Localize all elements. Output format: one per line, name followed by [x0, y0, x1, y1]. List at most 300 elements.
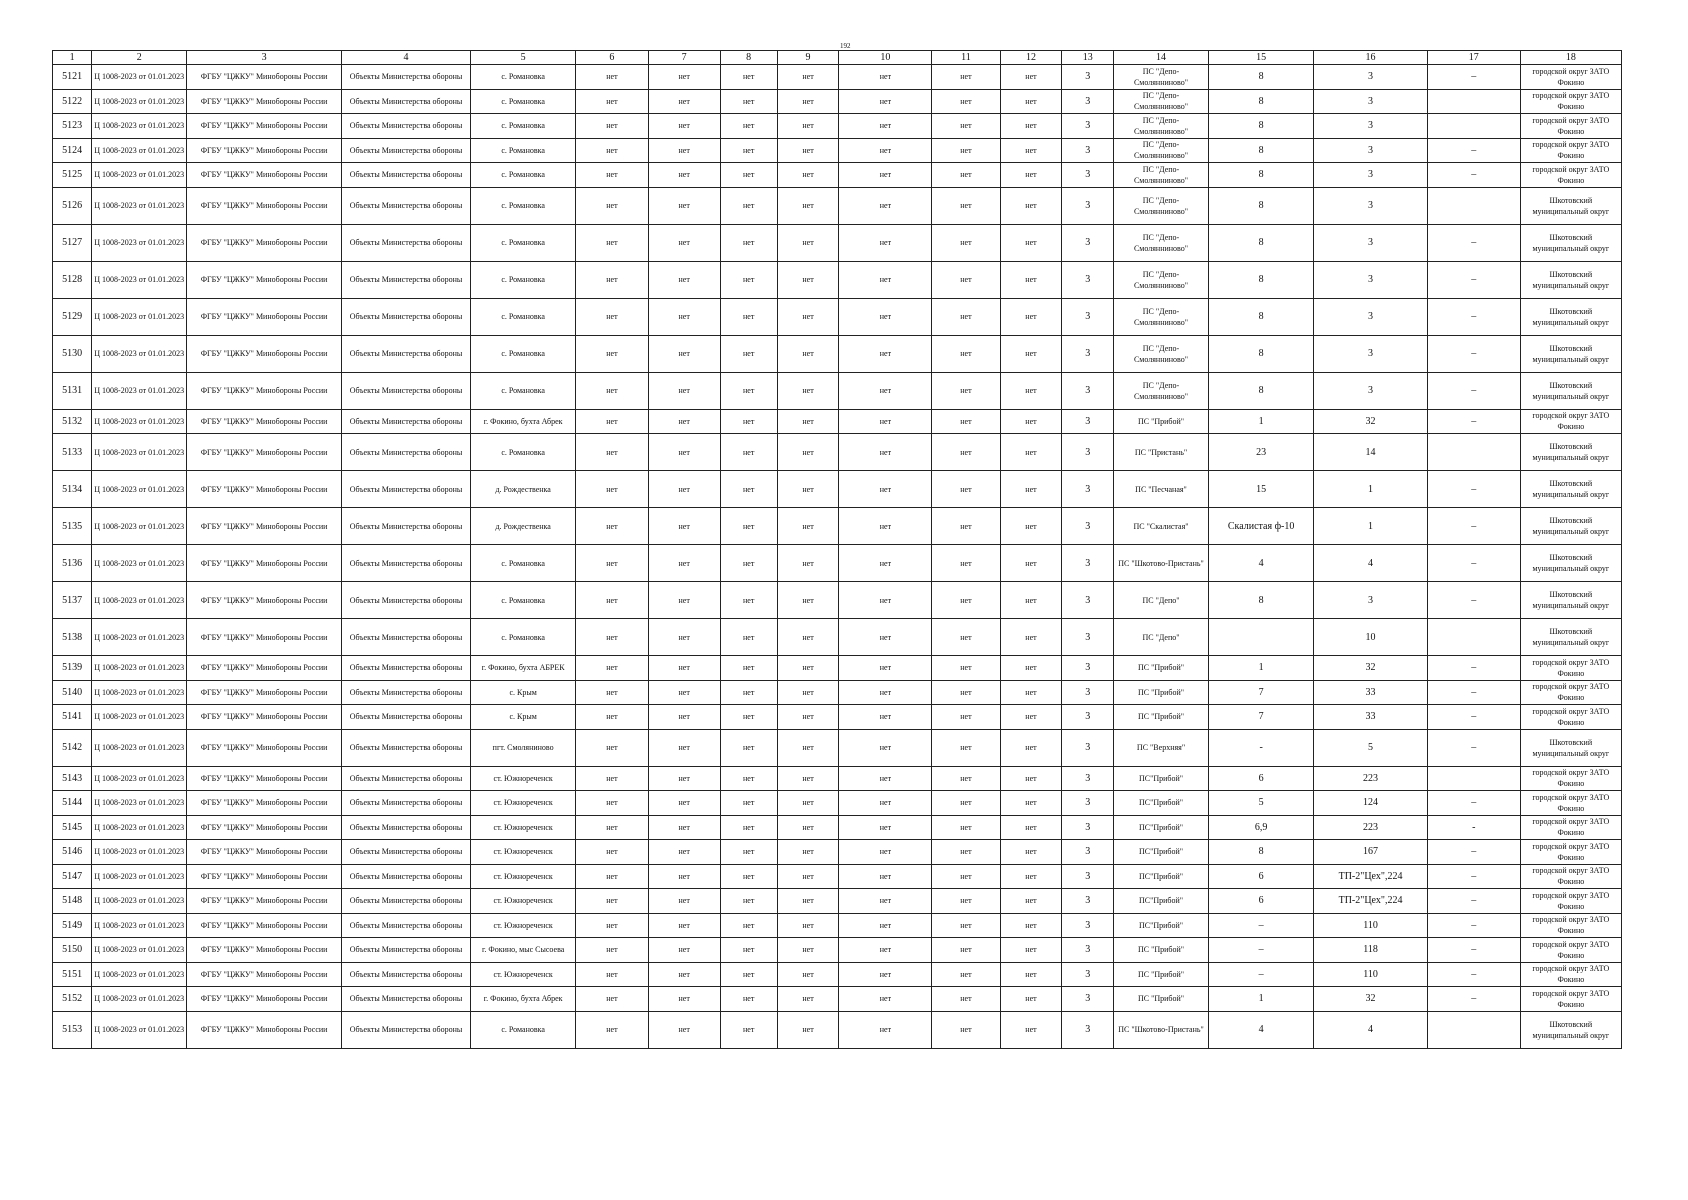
voltage-class-cell: 3	[1062, 372, 1114, 409]
object-cell: Объекты Министерства обороны	[342, 913, 471, 938]
district-cell: городской округ ЗАТО Фокино	[1520, 656, 1621, 681]
row-number-cell: 5121	[53, 65, 92, 90]
document-cell: Ц 1008-2023 от 01.01.2023	[92, 163, 187, 188]
tp-cell: 3	[1314, 582, 1428, 619]
substation-cell: ПС "Прибой"	[1114, 409, 1209, 434]
row-number-cell: 5124	[53, 138, 92, 163]
object-cell: Объекты Министерства обороны	[342, 187, 471, 224]
substation-cell: ПС "Прибой"	[1114, 938, 1209, 963]
col10-cell: нет	[839, 962, 932, 987]
col9-cell: нет	[777, 889, 839, 914]
col8-cell: нет	[720, 1011, 777, 1048]
column-header: 9	[777, 51, 839, 65]
feeder-cell: –	[1208, 913, 1313, 938]
district-cell: городской округ ЗАТО Фокино	[1520, 89, 1621, 114]
object-cell: Объекты Министерства обороны	[342, 261, 471, 298]
settlement-cell: д. Рождественка	[471, 471, 576, 508]
col8-cell: нет	[720, 434, 777, 471]
col7-cell: нет	[648, 766, 720, 791]
col9-cell: нет	[777, 840, 839, 865]
col11-cell: нет	[932, 791, 1000, 816]
row-number-cell: 5140	[53, 680, 92, 705]
col8-cell: нет	[720, 840, 777, 865]
col7-cell: нет	[648, 409, 720, 434]
col12-cell: нет	[1000, 840, 1062, 865]
col9-cell: нет	[777, 65, 839, 90]
district-cell: городской округ ЗАТО Фокино	[1520, 138, 1621, 163]
table-row	[53, 114, 1622, 139]
substation-cell: ПС "Верхняя"	[1114, 729, 1209, 766]
table-row	[53, 89, 1622, 114]
tp-cell: 3	[1314, 372, 1428, 409]
col9-cell: нет	[777, 114, 839, 139]
col6-cell: нет	[576, 261, 648, 298]
col7-cell: нет	[648, 962, 720, 987]
col10-cell: нет	[839, 298, 932, 335]
col8-cell: нет	[720, 680, 777, 705]
object-cell: Объекты Министерства обороны	[342, 705, 471, 730]
object-cell: Объекты Министерства обороны	[342, 815, 471, 840]
row-number-cell: 5132	[53, 409, 92, 434]
feeder-cell: 8	[1208, 840, 1313, 865]
col7-cell: нет	[648, 508, 720, 545]
substation-cell: ПС "Депо-Смолянниново"	[1114, 187, 1209, 224]
substation-cell: ПС "Депо"	[1114, 582, 1209, 619]
col7-cell: нет	[648, 335, 720, 372]
col9-cell: нет	[777, 434, 839, 471]
col7-cell: нет	[648, 114, 720, 139]
col9-cell: нет	[777, 372, 839, 409]
tp-cell: 223	[1314, 815, 1428, 840]
object-cell: Объекты Министерства обороны	[342, 508, 471, 545]
row-number-cell: 5122	[53, 89, 92, 114]
document-cell: Ц 1008-2023 от 01.01.2023	[92, 187, 187, 224]
owner-cell: ФГБУ "ЦЖКУ" Минобороны России	[187, 938, 342, 963]
feeder-cell: -	[1208, 729, 1313, 766]
owner-cell: ФГБУ "ЦЖКУ" Минобороны России	[187, 680, 342, 705]
col10-cell: нет	[839, 409, 932, 434]
voltage-class-cell: 3	[1062, 545, 1114, 582]
col10-cell: нет	[839, 471, 932, 508]
table-row	[53, 729, 1622, 766]
document-cell: Ц 1008-2023 от 01.01.2023	[92, 864, 187, 889]
settlement-cell: ст. Южнореченск	[471, 962, 576, 987]
col12-cell: нет	[1000, 729, 1062, 766]
col12-cell: нет	[1000, 298, 1062, 335]
voltage-class-cell: 3	[1062, 962, 1114, 987]
owner-cell: ФГБУ "ЦЖКУ" Минобороны России	[187, 471, 342, 508]
col6-cell: нет	[576, 864, 648, 889]
substation-cell: ПС"Прибой"	[1114, 840, 1209, 865]
col11-cell: нет	[932, 224, 1000, 261]
col7-cell: нет	[648, 815, 720, 840]
tp-cell: 5	[1314, 729, 1428, 766]
settlement-cell: с. Романовка	[471, 114, 576, 139]
col10-cell: нет	[839, 187, 932, 224]
col10-cell: нет	[839, 987, 932, 1012]
col9-cell: нет	[777, 815, 839, 840]
col17-cell	[1427, 434, 1520, 471]
tp-cell: 118	[1314, 938, 1428, 963]
col17-cell: –	[1427, 791, 1520, 816]
col17-cell: –	[1427, 864, 1520, 889]
tp-cell: 32	[1314, 987, 1428, 1012]
voltage-class-cell: 3	[1062, 163, 1114, 188]
settlement-cell: с. Романовка	[471, 582, 576, 619]
col8-cell: нет	[720, 815, 777, 840]
col17-cell: –	[1427, 889, 1520, 914]
object-cell: Объекты Министерства обороны	[342, 298, 471, 335]
feeder-cell: 8	[1208, 261, 1313, 298]
col6-cell: нет	[576, 962, 648, 987]
voltage-class-cell: 3	[1062, 619, 1114, 656]
column-header: 10	[839, 51, 932, 65]
owner-cell: ФГБУ "ЦЖКУ" Минобороны России	[187, 114, 342, 139]
col9-cell: нет	[777, 335, 839, 372]
col10-cell: нет	[839, 372, 932, 409]
table-header	[53, 51, 1622, 65]
col8-cell: нет	[720, 409, 777, 434]
col6-cell: нет	[576, 114, 648, 139]
settlement-cell: с. Романовка	[471, 1011, 576, 1048]
owner-cell: ФГБУ "ЦЖКУ" Минобороны России	[187, 89, 342, 114]
column-header: 13	[1062, 51, 1114, 65]
settlement-cell: пгт. Смоляниново	[471, 729, 576, 766]
col10-cell: нет	[839, 656, 932, 681]
district-cell: Шкотовский муниципальный округ	[1520, 187, 1621, 224]
owner-cell: ФГБУ "ЦЖКУ" Минобороны России	[187, 1011, 342, 1048]
col12-cell: нет	[1000, 508, 1062, 545]
settlement-cell: г. Фокино, бухта Абрек	[471, 409, 576, 434]
col6-cell: нет	[576, 1011, 648, 1048]
col10-cell: нет	[839, 729, 932, 766]
col11-cell: нет	[932, 434, 1000, 471]
owner-cell: ФГБУ "ЦЖКУ" Минобороны России	[187, 163, 342, 188]
tp-cell: 3	[1314, 224, 1428, 261]
owner-cell: ФГБУ "ЦЖКУ" Минобороны России	[187, 187, 342, 224]
col11-cell: нет	[932, 409, 1000, 434]
substation-cell: ПС "Песчаная"	[1114, 471, 1209, 508]
col11-cell: нет	[932, 656, 1000, 681]
tp-cell: 1	[1314, 471, 1428, 508]
voltage-class-cell: 3	[1062, 656, 1114, 681]
document-cell: Ц 1008-2023 от 01.01.2023	[92, 791, 187, 816]
substation-cell: ПС "Депо"	[1114, 619, 1209, 656]
col12-cell: нет	[1000, 261, 1062, 298]
table-row	[53, 335, 1622, 372]
col11-cell: нет	[932, 889, 1000, 914]
col10-cell: нет	[839, 261, 932, 298]
col6-cell: нет	[576, 705, 648, 730]
substation-cell: ПС "Депо-Смолянниново"	[1114, 372, 1209, 409]
feeder-cell: 5	[1208, 791, 1313, 816]
table-row	[53, 766, 1622, 791]
col6-cell: нет	[576, 434, 648, 471]
table-row	[53, 791, 1622, 816]
row-number-cell: 5149	[53, 913, 92, 938]
col8-cell: нет	[720, 938, 777, 963]
district-cell: городской округ ЗАТО Фокино	[1520, 791, 1621, 816]
col9-cell: нет	[777, 89, 839, 114]
district-cell: Шкотовский муниципальный округ	[1520, 471, 1621, 508]
district-cell: городской округ ЗАТО Фокино	[1520, 889, 1621, 914]
col10-cell: нет	[839, 864, 932, 889]
table-row	[53, 65, 1622, 90]
row-number-cell: 5153	[53, 1011, 92, 1048]
owner-cell: ФГБУ "ЦЖКУ" Минобороны России	[187, 434, 342, 471]
table-row	[53, 938, 1622, 963]
settlement-cell: с. Романовка	[471, 65, 576, 90]
feeder-cell: 4	[1208, 1011, 1313, 1048]
col12-cell: нет	[1000, 224, 1062, 261]
col10-cell: нет	[839, 938, 932, 963]
col12-cell: нет	[1000, 962, 1062, 987]
col8-cell: нет	[720, 729, 777, 766]
col6-cell: нет	[576, 163, 648, 188]
col10-cell: нет	[839, 913, 932, 938]
settlement-cell: г. Фокино, бухта Абрек	[471, 987, 576, 1012]
voltage-class-cell: 3	[1062, 298, 1114, 335]
object-cell: Объекты Министерства обороны	[342, 582, 471, 619]
col6-cell: нет	[576, 680, 648, 705]
tp-cell: 223	[1314, 766, 1428, 791]
tp-cell: 3	[1314, 89, 1428, 114]
owner-cell: ФГБУ "ЦЖКУ" Минобороны России	[187, 729, 342, 766]
voltage-class-cell: 3	[1062, 815, 1114, 840]
col9-cell: нет	[777, 987, 839, 1012]
owner-cell: ФГБУ "ЦЖКУ" Минобороны России	[187, 298, 342, 335]
object-cell: Объекты Министерства обороны	[342, 114, 471, 139]
col17-cell: –	[1427, 298, 1520, 335]
voltage-class-cell: 3	[1062, 114, 1114, 139]
col10-cell: нет	[839, 89, 932, 114]
voltage-class-cell: 3	[1062, 864, 1114, 889]
row-number-cell: 5131	[53, 372, 92, 409]
document-cell: Ц 1008-2023 от 01.01.2023	[92, 1011, 187, 1048]
col6-cell: нет	[576, 729, 648, 766]
settlement-cell: с. Романовка	[471, 187, 576, 224]
substation-cell: ПС "Депо-Смолянниново"	[1114, 298, 1209, 335]
district-cell: Шкотовский муниципальный округ	[1520, 619, 1621, 656]
district-cell: Шкотовский муниципальный округ	[1520, 335, 1621, 372]
col17-cell: –	[1427, 705, 1520, 730]
row-number-cell: 5123	[53, 114, 92, 139]
district-cell: городской округ ЗАТО Фокино	[1520, 114, 1621, 139]
col9-cell: нет	[777, 913, 839, 938]
col11-cell: нет	[932, 471, 1000, 508]
document-cell: Ц 1008-2023 от 01.01.2023	[92, 840, 187, 865]
voltage-class-cell: 3	[1062, 409, 1114, 434]
col8-cell: нет	[720, 962, 777, 987]
col6-cell: нет	[576, 938, 648, 963]
col6-cell: нет	[576, 409, 648, 434]
col10-cell: нет	[839, 138, 932, 163]
document-cell: Ц 1008-2023 от 01.01.2023	[92, 938, 187, 963]
table-row	[53, 372, 1622, 409]
object-cell: Объекты Министерства обороны	[342, 89, 471, 114]
owner-cell: ФГБУ "ЦЖКУ" Минобороны России	[187, 138, 342, 163]
feeder-cell: 8	[1208, 65, 1313, 90]
table-row	[53, 434, 1622, 471]
col17-cell: –	[1427, 335, 1520, 372]
feeder-cell: –	[1208, 962, 1313, 987]
document-cell: Ц 1008-2023 от 01.01.2023	[92, 298, 187, 335]
col11-cell: нет	[932, 545, 1000, 582]
col11-cell: нет	[932, 840, 1000, 865]
voltage-class-cell: 3	[1062, 680, 1114, 705]
owner-cell: ФГБУ "ЦЖКУ" Минобороны России	[187, 409, 342, 434]
col9-cell: нет	[777, 582, 839, 619]
col9-cell: нет	[777, 864, 839, 889]
substation-cell: ПС "Депо-Смолянниново"	[1114, 224, 1209, 261]
document-cell: Ц 1008-2023 от 01.01.2023	[92, 335, 187, 372]
substation-cell: ПС "Прибой"	[1114, 962, 1209, 987]
col8-cell: нет	[720, 65, 777, 90]
col6-cell: нет	[576, 913, 648, 938]
object-cell: Объекты Министерства обороны	[342, 656, 471, 681]
row-number-cell: 5128	[53, 261, 92, 298]
col10-cell: нет	[839, 508, 932, 545]
col6-cell: нет	[576, 815, 648, 840]
col17-cell: –	[1427, 65, 1520, 90]
tp-cell: 3	[1314, 261, 1428, 298]
tp-cell: 110	[1314, 962, 1428, 987]
col17-cell: –	[1427, 938, 1520, 963]
col6-cell: нет	[576, 889, 648, 914]
col12-cell: нет	[1000, 409, 1062, 434]
col9-cell: нет	[777, 138, 839, 163]
col12-cell: нет	[1000, 864, 1062, 889]
substation-cell: ПС "Прибой"	[1114, 705, 1209, 730]
row-number-cell: 5138	[53, 619, 92, 656]
col17-cell: –	[1427, 656, 1520, 681]
voltage-class-cell: 3	[1062, 65, 1114, 90]
owner-cell: ФГБУ "ЦЖКУ" Минобороны России	[187, 545, 342, 582]
row-number-cell: 5151	[53, 962, 92, 987]
district-cell: Шкотовский муниципальный округ	[1520, 582, 1621, 619]
document-cell: Ц 1008-2023 от 01.01.2023	[92, 889, 187, 914]
feeder-cell: 8	[1208, 138, 1313, 163]
col10-cell: нет	[839, 224, 932, 261]
document-cell: Ц 1008-2023 от 01.01.2023	[92, 508, 187, 545]
col6-cell: нет	[576, 840, 648, 865]
col8-cell: нет	[720, 187, 777, 224]
voltage-class-cell: 3	[1062, 913, 1114, 938]
voltage-class-cell: 3	[1062, 335, 1114, 372]
object-cell: Объекты Министерства обороны	[342, 1011, 471, 1048]
tp-cell: ТП-2"Цех",224	[1314, 889, 1428, 914]
owner-cell: ФГБУ "ЦЖКУ" Минобороны России	[187, 261, 342, 298]
col6-cell: нет	[576, 791, 648, 816]
object-cell: Объекты Министерства обороны	[342, 766, 471, 791]
table-row	[53, 138, 1622, 163]
column-header: 2	[92, 51, 187, 65]
settlement-cell: д. Рождественка	[471, 508, 576, 545]
column-header: 5	[471, 51, 576, 65]
col10-cell: нет	[839, 840, 932, 865]
voltage-class-cell: 3	[1062, 987, 1114, 1012]
settlement-cell: с. Романовка	[471, 89, 576, 114]
col17-cell: -	[1427, 815, 1520, 840]
col11-cell: нет	[932, 766, 1000, 791]
owner-cell: ФГБУ "ЦЖКУ" Минобороны России	[187, 65, 342, 90]
feeder-cell: 8	[1208, 372, 1313, 409]
settlement-cell: ст. Южнореченск	[471, 766, 576, 791]
object-cell: Объекты Министерства обороны	[342, 409, 471, 434]
col9-cell: нет	[777, 508, 839, 545]
settlement-cell: ст. Южнореченск	[471, 889, 576, 914]
col8-cell: нет	[720, 913, 777, 938]
row-number-cell: 5130	[53, 335, 92, 372]
col7-cell: нет	[648, 938, 720, 963]
document-cell: Ц 1008-2023 от 01.01.2023	[92, 138, 187, 163]
district-cell: городской округ ЗАТО Фокино	[1520, 962, 1621, 987]
table-body	[53, 65, 1622, 1049]
column-header: 8	[720, 51, 777, 65]
document-cell: Ц 1008-2023 от 01.01.2023	[92, 619, 187, 656]
tp-cell: 3	[1314, 65, 1428, 90]
tp-cell: 3	[1314, 187, 1428, 224]
col11-cell: нет	[932, 619, 1000, 656]
tp-cell: 124	[1314, 791, 1428, 816]
col6-cell: нет	[576, 372, 648, 409]
district-cell: Шкотовский муниципальный округ	[1520, 508, 1621, 545]
col6-cell: нет	[576, 766, 648, 791]
substation-cell: ПС"Прибой"	[1114, 913, 1209, 938]
row-number-cell: 5146	[53, 840, 92, 865]
column-header: 4	[342, 51, 471, 65]
object-cell: Объекты Министерства обороны	[342, 889, 471, 914]
feeder-cell: 6	[1208, 766, 1313, 791]
substation-cell: ПС "Депо-Смолянниново"	[1114, 114, 1209, 139]
col9-cell: нет	[777, 261, 839, 298]
feeder-cell: 6	[1208, 889, 1313, 914]
col11-cell: нет	[932, 962, 1000, 987]
object-cell: Объекты Министерства обороны	[342, 938, 471, 963]
col7-cell: нет	[648, 545, 720, 582]
table-row	[53, 840, 1622, 865]
owner-cell: ФГБУ "ЦЖКУ" Минобороны России	[187, 913, 342, 938]
col17-cell	[1427, 114, 1520, 139]
col6-cell: нет	[576, 138, 648, 163]
table-row	[53, 187, 1622, 224]
table-row	[53, 705, 1622, 730]
col17-cell: –	[1427, 729, 1520, 766]
col17-cell: –	[1427, 163, 1520, 188]
voltage-class-cell: 3	[1062, 766, 1114, 791]
feeder-cell: Скалистая ф-10	[1208, 508, 1313, 545]
col10-cell: нет	[839, 1011, 932, 1048]
tp-cell: 3	[1314, 114, 1428, 139]
col11-cell: нет	[932, 864, 1000, 889]
voltage-class-cell: 3	[1062, 434, 1114, 471]
district-cell: городской округ ЗАТО Фокино	[1520, 987, 1621, 1012]
col8-cell: нет	[720, 114, 777, 139]
document-cell: Ц 1008-2023 от 01.01.2023	[92, 65, 187, 90]
substation-cell: ПС"Прибой"	[1114, 791, 1209, 816]
col9-cell: нет	[777, 409, 839, 434]
col17-cell: –	[1427, 913, 1520, 938]
col17-cell: –	[1427, 409, 1520, 434]
col17-cell: –	[1427, 545, 1520, 582]
document-cell: Ц 1008-2023 от 01.01.2023	[92, 114, 187, 139]
table-row	[53, 680, 1622, 705]
col17-cell: –	[1427, 962, 1520, 987]
col12-cell: нет	[1000, 89, 1062, 114]
col12-cell: нет	[1000, 656, 1062, 681]
col6-cell: нет	[576, 545, 648, 582]
owner-cell: ФГБУ "ЦЖКУ" Минобороны России	[187, 987, 342, 1012]
